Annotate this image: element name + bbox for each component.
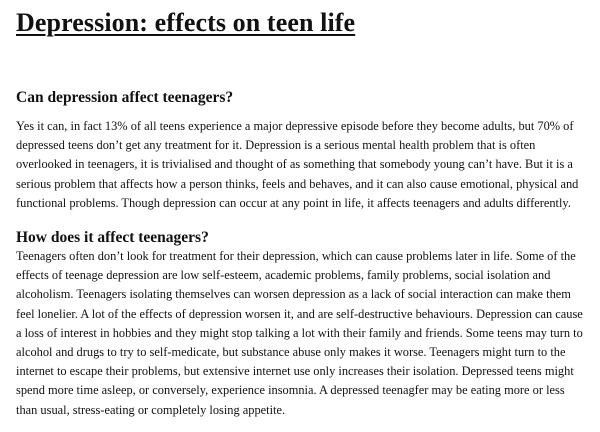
section-heading-teen-depression: Can depression affect teenagers? <box>16 89 234 106</box>
section-paragraph-teen-depression: Yes it can, in fact 13% of all teens experience a major depressive episode before they become adults, but 70% of depressed teens don’t get any treatment for it. Depression is a serious mental health problem that is often overlooked in teenagers, it is trivialised and thought of as something that somebody young can’t have. But it is a serious problem that affects how a person thinks, feels and behaves, and it can also cause emotional, physical and functional problems. Though depression can occur at any point in life, it affects teenagers and adults differently. <box>16 119 579 210</box>
section-heading-effects-on-teens: How does it affect teenagers? <box>16 229 209 246</box>
document-title: Depression: effects on teen life <box>16 8 356 37</box>
section-paragraph-effects-on-teens: Teenagers often don’t look for treatment for their depression, which can cause problems later in life. Some of the effects of teenage depression are low self-esteem, academic problems, family problems, social isolation and alcoholism. Teenagers isolating themselves can worsen depression as a lack of social interaction can make them feel lonelier. A lot of the effects of depression worsen it, and are self-destructive behaviours. Depression can cause a loss of interest in hobbies and they might stop talking a lot with their family and friends. Some teens may turn to alcohol and drugs to try to self-medicate, but substance abuse only makes it worse. Teenagers might turn to the internet to escape their problems, but extensive internet use only increases their isolation. Depressed teens might spend more time asleep, or conversely, experience insomnia. A depressed teenagfer may be eating more or less than usual, stress-eating or completely losing appetite. <box>16 249 583 417</box>
